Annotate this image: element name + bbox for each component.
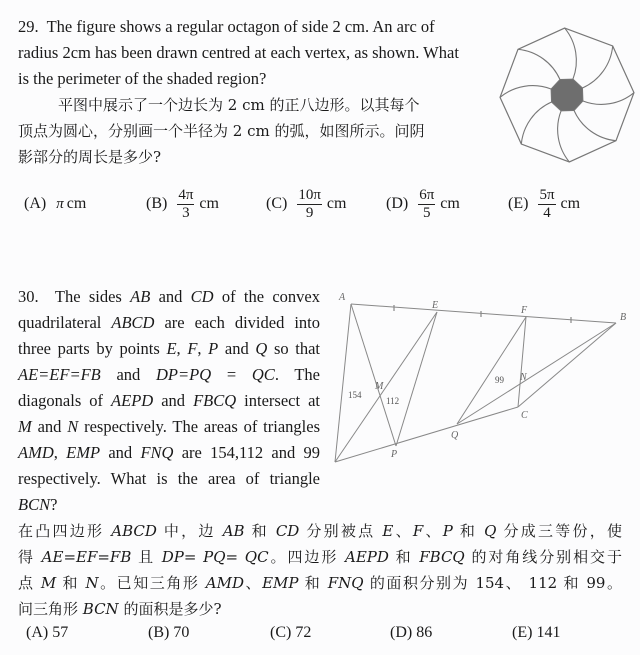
side-da (335, 304, 351, 462)
text-run: 在凸四边形 (18, 522, 112, 540)
fraction-denominator: 4 (543, 204, 551, 221)
option-label: (E) (508, 195, 529, 212)
text-run: 和 (388, 548, 420, 566)
text-run: are each divided into (154, 313, 320, 332)
p30-en-line-7 (18, 440, 320, 466)
text-run: diagonals of (18, 391, 112, 410)
text-run: , (53, 443, 67, 462)
text-run: and (153, 391, 194, 410)
p29-en-line-2: radius 2cm has been drawn centred at each vertex, as shown. What (18, 43, 459, 62)
text-run: 中，边 (156, 522, 223, 540)
p29-zh-line-1: 平图中展示了一个边长为 2 cm 的正八边形。以其每个 (58, 96, 420, 114)
text-run: The sides (54, 287, 131, 306)
text-run: are 154,112 and 99 (173, 443, 321, 462)
area-label-fnq: 99 (495, 375, 504, 385)
p29-option[interactable] (24, 184, 86, 224)
diagonal-fc (518, 317, 526, 407)
option-pi: π (56, 195, 64, 212)
p30-option[interactable] (390, 624, 432, 642)
option-value: 72 (295, 624, 312, 641)
option-fraction (538, 187, 555, 222)
option-label: (D) (386, 195, 409, 212)
p29-number: 29. (18, 17, 39, 36)
point-label-q: Q (451, 430, 459, 441)
math-run: E (382, 522, 394, 540)
math-run: FNQ (140, 443, 174, 462)
arc (565, 28, 577, 79)
fraction-numerator: 5π (539, 186, 555, 203)
math-run: BCN (18, 495, 51, 514)
point-label-f: F (521, 305, 528, 316)
option-label: (B) (146, 195, 168, 212)
arc (518, 49, 560, 79)
point-label-e: E (432, 300, 439, 311)
text-run: and (100, 443, 141, 462)
p30-option[interactable] (512, 624, 560, 642)
text-run: of the convex (213, 287, 320, 306)
p30-option[interactable] (270, 624, 311, 642)
math-run: DP= PQ= QC (161, 548, 269, 566)
side-ab (351, 304, 616, 323)
p29-zh-line-2: 顶点为圆心，分别画一个半径为 2 cm 的弧，如图所示。问阴 (18, 122, 425, 140)
side-bc (518, 323, 616, 407)
option-label: (C) (266, 195, 288, 212)
p30-zh-line-1 (18, 518, 622, 544)
area-label-amd: 154 (348, 390, 362, 400)
text-run: and (150, 287, 191, 306)
option-unit: cm (66, 195, 87, 212)
p29-option[interactable] (508, 184, 580, 224)
p30-number: 30. (18, 287, 55, 306)
option-unit: cm (560, 195, 581, 212)
fraction-numerator: 6π (419, 186, 435, 203)
math-run: F (187, 339, 198, 358)
math-run: N (67, 417, 79, 436)
option-fraction (418, 187, 435, 222)
text-run: 、 (393, 522, 413, 540)
option-value: 86 (416, 624, 433, 641)
text-run: and (218, 339, 256, 358)
math-run: FBCQ (193, 391, 237, 410)
segment-ep (396, 312, 437, 446)
math-run: M (18, 417, 32, 436)
octagon-figure (495, 20, 640, 170)
math-run: M (40, 574, 57, 592)
text-run: 和 (56, 574, 86, 592)
shaded-region (551, 79, 583, 111)
math-run: P (208, 339, 219, 358)
option-label: (B) (148, 624, 170, 641)
point-label-b: B (620, 312, 627, 323)
text-run: respectively. The areas of triangles (78, 417, 320, 436)
point-label-c: C (521, 410, 528, 421)
text-run: 且 (131, 548, 162, 566)
option-fraction (177, 187, 194, 222)
text-run: 得 (18, 548, 42, 566)
math-run: E (166, 339, 177, 358)
math-run: AB (130, 287, 151, 306)
text-run: ? (50, 495, 58, 514)
text-run: intersect at (236, 391, 320, 410)
arc (521, 102, 551, 144)
math-run: AEPD (344, 548, 389, 566)
text-run: 问三角形 (18, 600, 83, 618)
text-run: 、 (243, 574, 263, 592)
text-run: and (100, 365, 157, 384)
diagonal-bq (457, 323, 616, 424)
option-label: (C) (270, 624, 292, 641)
p30-en-line-4 (18, 362, 320, 388)
p29-zh-line-3: 影部分的周长是多少? (18, 148, 162, 166)
text-run: 和 (298, 574, 328, 592)
text-run: 。四边形 (268, 548, 345, 566)
option-unit: cm (326, 195, 347, 212)
option-label: (E) (512, 624, 533, 641)
math-run: AE=EF=FB (18, 365, 101, 384)
text-run: 点 (18, 574, 41, 592)
point-label-p: P (391, 449, 398, 460)
point-label-n: N (520, 372, 527, 383)
fraction-denominator: 5 (423, 204, 431, 221)
diagonal-ed (335, 312, 437, 462)
math-run: Q (255, 339, 268, 358)
p29-en-line-1 (18, 14, 488, 40)
fraction-numerator: 10π (298, 186, 321, 203)
p30-zh-line-3 (18, 570, 622, 596)
text-run: 、 (423, 522, 443, 540)
option-fraction (297, 187, 322, 222)
math-run: AEPD (111, 391, 154, 410)
option-value: 57 (52, 624, 69, 641)
option-label: (A) (24, 195, 47, 212)
text-run: quadrilateral (18, 313, 112, 332)
quadrilateral-figure (325, 285, 640, 470)
fraction-numerator: 4π (178, 186, 194, 203)
p30-en-line-3 (18, 336, 320, 362)
p30-en-line-5 (18, 388, 320, 414)
text-run: 的对角线分别相交于 (464, 548, 622, 566)
point-label-m: M (375, 381, 384, 392)
math-run: AE=EF=FB (41, 548, 132, 566)
fraction-denominator: 9 (305, 204, 314, 221)
text-run: three parts by points (18, 339, 167, 358)
p29-option[interactable] (266, 184, 346, 224)
text-run: , (197, 339, 209, 358)
p29-option[interactable] (386, 184, 460, 224)
p30-en-line-6 (18, 414, 320, 440)
math-run: DP=PQ (156, 365, 212, 384)
math-run: EMP (66, 443, 101, 462)
p30-zh-line-4 (18, 596, 622, 622)
option-unit: cm (440, 195, 460, 212)
p30-en-line-9 (18, 492, 320, 518)
math-run: ABCD (111, 522, 157, 540)
option-value: 141 (536, 624, 561, 641)
p29-text: The figure shows a regular octagon of side 2 cm. An arc of (46, 17, 435, 36)
math-run: FNQ (327, 574, 364, 592)
math-run: EMP (262, 574, 299, 592)
fraction-denominator: 3 (182, 204, 190, 221)
p29-option[interactable] (146, 184, 219, 224)
text-run: 分别被点 (299, 522, 383, 540)
math-run: ABCD (111, 313, 155, 332)
option-label: (D) (390, 624, 413, 641)
point-label-a: A (339, 292, 346, 303)
text-run: 的面积是多少? (118, 600, 222, 618)
p30-en-line-1 (18, 284, 320, 310)
text-run: so that (267, 339, 320, 358)
arc (582, 46, 612, 88)
arc (500, 86, 551, 98)
option-unit: cm (199, 195, 219, 212)
p29-en-line-3: is the perimeter of the shaded region? (18, 69, 267, 88)
diagonal-ap (351, 304, 396, 446)
p30-option[interactable] (26, 624, 68, 642)
math-run: Q (484, 522, 497, 540)
text-run: = (211, 365, 252, 384)
math-run: QC (251, 365, 275, 384)
text-run: respectively. What is the area of triangle (18, 469, 320, 488)
p30-option[interactable] (148, 624, 189, 642)
text-run: and (31, 417, 68, 436)
math-run: P (442, 522, 453, 540)
arc (574, 110, 616, 140)
math-run: AB (222, 522, 245, 540)
text-run: 的面积分别为 154、 112 和 99。 (363, 574, 622, 592)
math-run: N (85, 574, 99, 592)
p30-zh-line-2 (18, 544, 622, 570)
text-run: , (176, 339, 188, 358)
option-label: (A) (26, 624, 49, 641)
arc (558, 111, 570, 162)
p30-en-line-2 (18, 310, 320, 336)
p30-en-line-8 (18, 466, 320, 492)
text-run: 和 (452, 522, 485, 540)
side-cd (335, 407, 518, 462)
arc (583, 93, 634, 105)
math-run: CD (190, 287, 214, 306)
math-run: FBCQ (419, 548, 465, 566)
math-run: AMD (205, 574, 244, 592)
area-label-emp: 112 (386, 396, 400, 406)
text-run: . The (274, 365, 321, 384)
math-run: AMD (18, 443, 54, 462)
math-run: F (412, 522, 424, 540)
math-run: BCN (82, 600, 119, 618)
text-run: 分成三等份，使 (496, 522, 622, 540)
option-value: 70 (173, 624, 190, 641)
text-run: 和 (244, 522, 276, 540)
text-run: 。已知三角形 (98, 574, 206, 592)
math-run: CD (275, 522, 300, 540)
